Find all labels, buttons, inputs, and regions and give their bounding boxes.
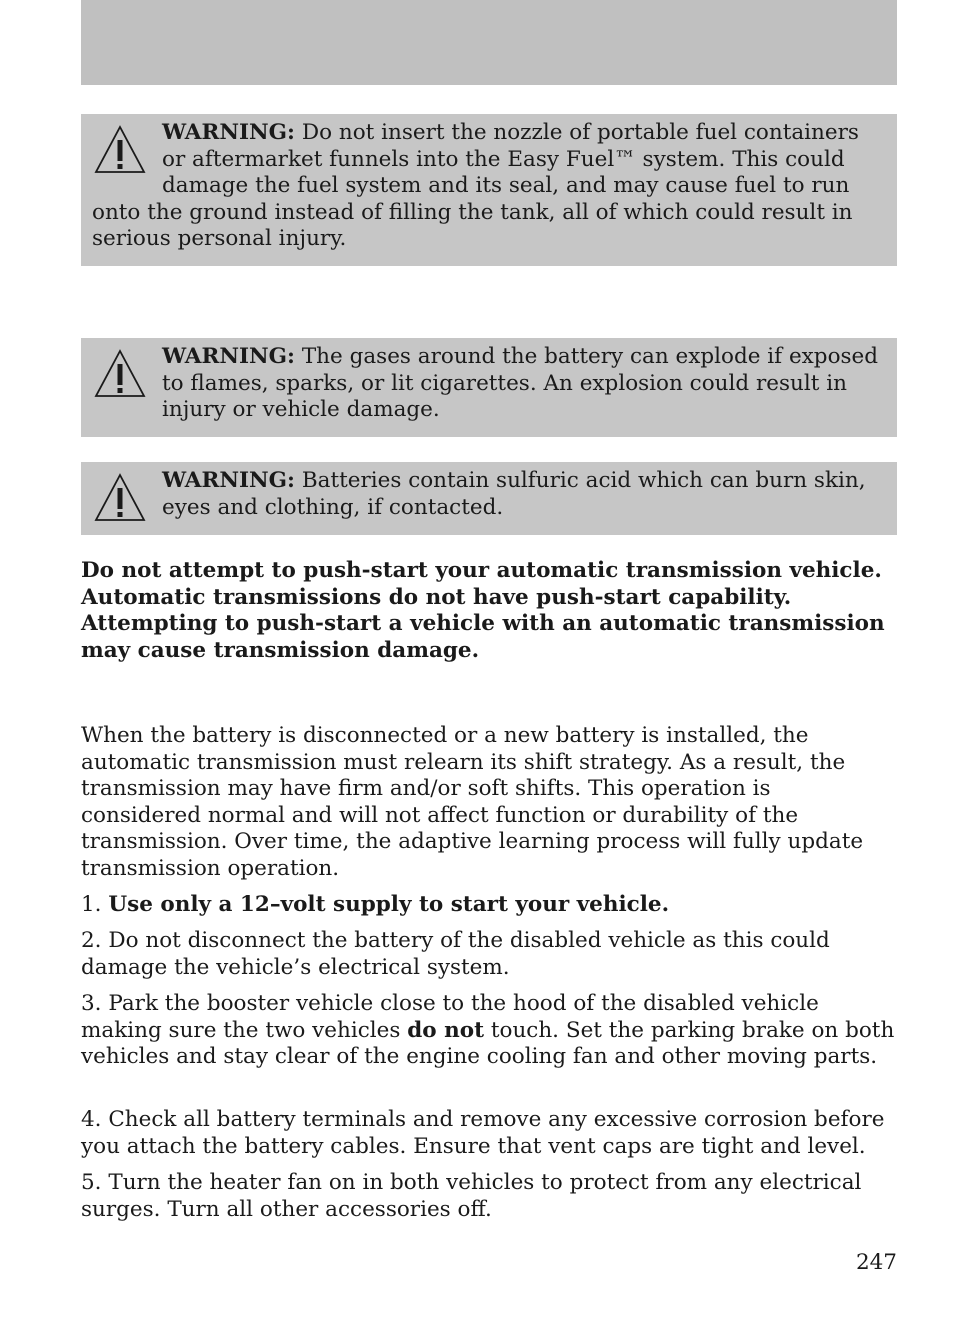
warning-label: WARNING: [162,468,295,493]
page-number: 247 [855,1250,897,1275]
step-3-text-end: touch. Set the parking brake on both vehicles and stay clear of the engine cooling fan and other moving parts. [81,1017,895,1069]
warning-text [92,468,885,521]
warning-box-fuel [81,114,897,266]
warning-body: Batteries contain sulfuric acid which can burn skin, eyes and clothing, if contacted. [162,468,866,520]
header-bar [81,0,897,85]
warning-text [92,120,885,253]
step-2: 2. Do not disconnect the battery of the disabled vehicle as this could damage the vehicle’s electrical system. [81,928,830,980]
warning-triangle-icon [92,122,148,176]
warning-triangle-icon [92,470,148,524]
warning-box-sulfuric-acid [81,462,897,535]
warning-label: WARNING: [162,120,295,145]
step-3 [81,991,897,1071]
step-3-emphasis: do not [407,1017,485,1043]
step-5: 5. Turn the heater fan on in both vehicles to protect from any electrical surges. Turn all other accessories off. [81,1170,862,1222]
push-start-notice: Do not attempt to push-start your automatic transmission vehicle. Automatic transmissions do not have push-start capability. Attempting to push-start a vehicle with an automatic transmission may cause transmission damage. [81,558,885,663]
step-1-text: Use only a 12–volt supply to start your vehicle. [108,892,670,917]
relearn-paragraph: When the battery is disconnected or a new battery is installed, the automatic transmission must relearn its shift strategy. As a result, the transmission may have firm and/or soft shifts. This operation is considered normal and will not affect function or durability of the transmission. Over time, the adaptive learning process will fully update transmission operation. [81,723,864,881]
warning-text [92,344,885,424]
warning-body: Do not insert the nozzle of portable fuel containers or aftermarket funnels into the Easy Fuel™ system. This could damage the fuel system and its seal, and may cause fuel to run onto the ground instead of filling the tank, all of which could result in serious personal injury. [92,120,859,251]
step-1-number: 1. [81,892,102,917]
step-4: 4. Check all battery terminals and remove any excessive corrosion before you attach the battery cables. Ensure that vent caps are tight and level. [81,1107,885,1159]
step-1 [81,892,897,919]
warning-box-battery-gases [81,338,897,437]
warning-body: The gases around the battery can explode if exposed to flames, sparks, or lit cigarettes. An explosion could result in injury or vehicle damage. [162,344,879,422]
step-3-text-start: 3. Park the booster vehicle close to the hood of the disabled vehicle making sure the two vehicles [81,991,819,1043]
warning-label: WARNING: [162,344,295,369]
warning-triangle-icon [92,346,148,400]
